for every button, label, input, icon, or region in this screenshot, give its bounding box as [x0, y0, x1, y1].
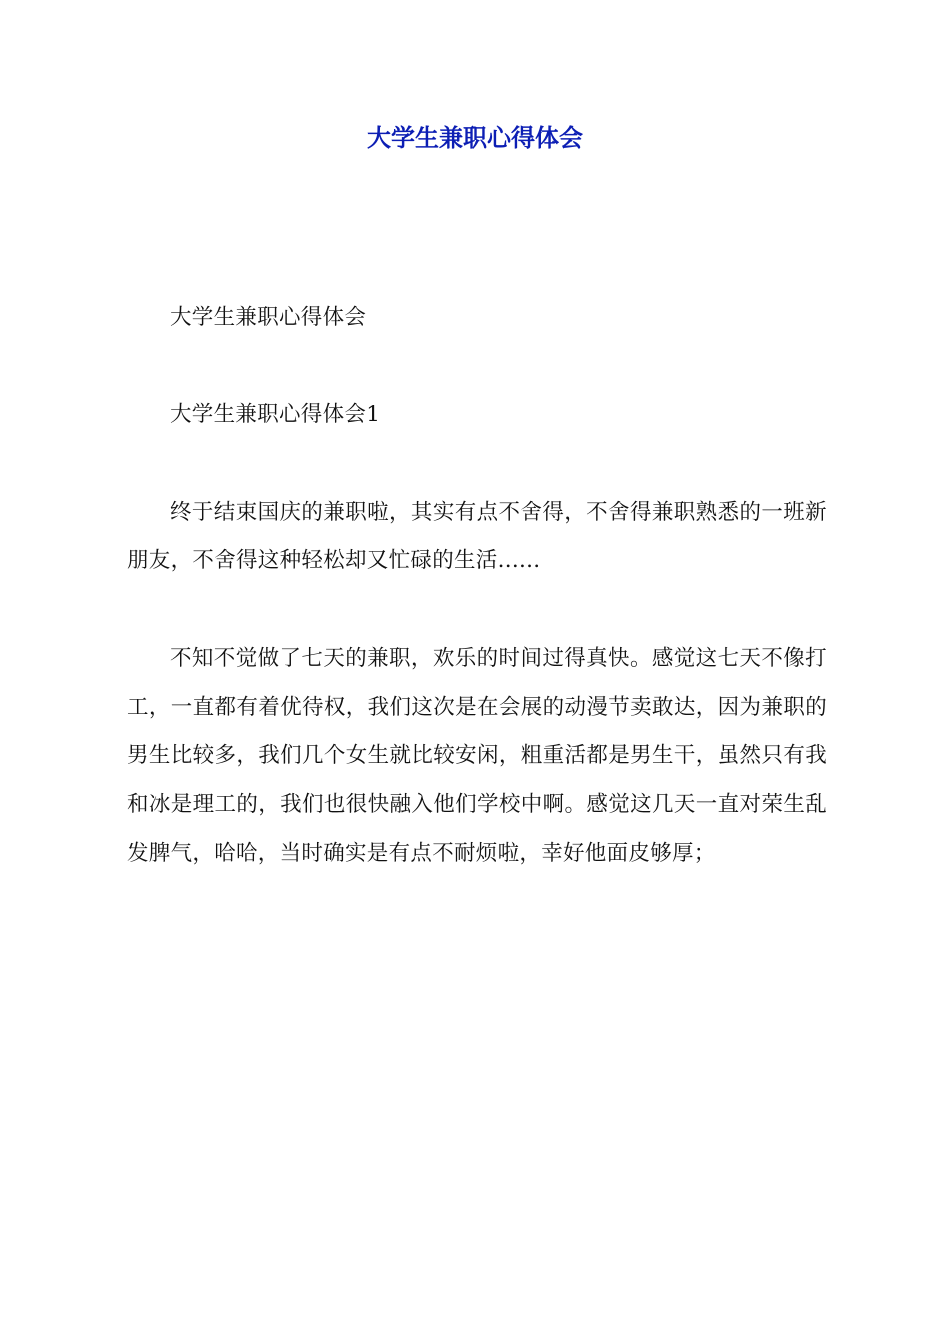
document-body [127, 294, 827, 927]
paragraph-body: 不知不觉做了七天的兼职，欢乐的时间过得真快。感觉这七天不像打工，一直都有着优待权，我们这次是在会展的动漫节卖敢达，因为兼职的男生比较多，我们几个女生就比较安闲，粗重活都是男生干，虽然只有我和冰是理工的，我们也很快融入他们学校中啊。感觉这几天一直对荣生乱发脾气，哈哈，当时确实是有点不耐烦啦，幸好他面皮够厚； [127, 645, 827, 866]
paragraph-section-heading: 大学生兼职心得体会1 [170, 402, 381, 428]
paragraph-subtitle: 大学生兼职心得体会 [170, 305, 367, 330]
paragraph-intro: 终于结束国庆的兼职啦，其实有点不舍得，不舍得兼职熟悉的一班新朋友，不舍得这种轻松却又忙碌的生活...... [127, 499, 827, 574]
document-title: 大学生兼职心得体会 [367, 124, 583, 152]
